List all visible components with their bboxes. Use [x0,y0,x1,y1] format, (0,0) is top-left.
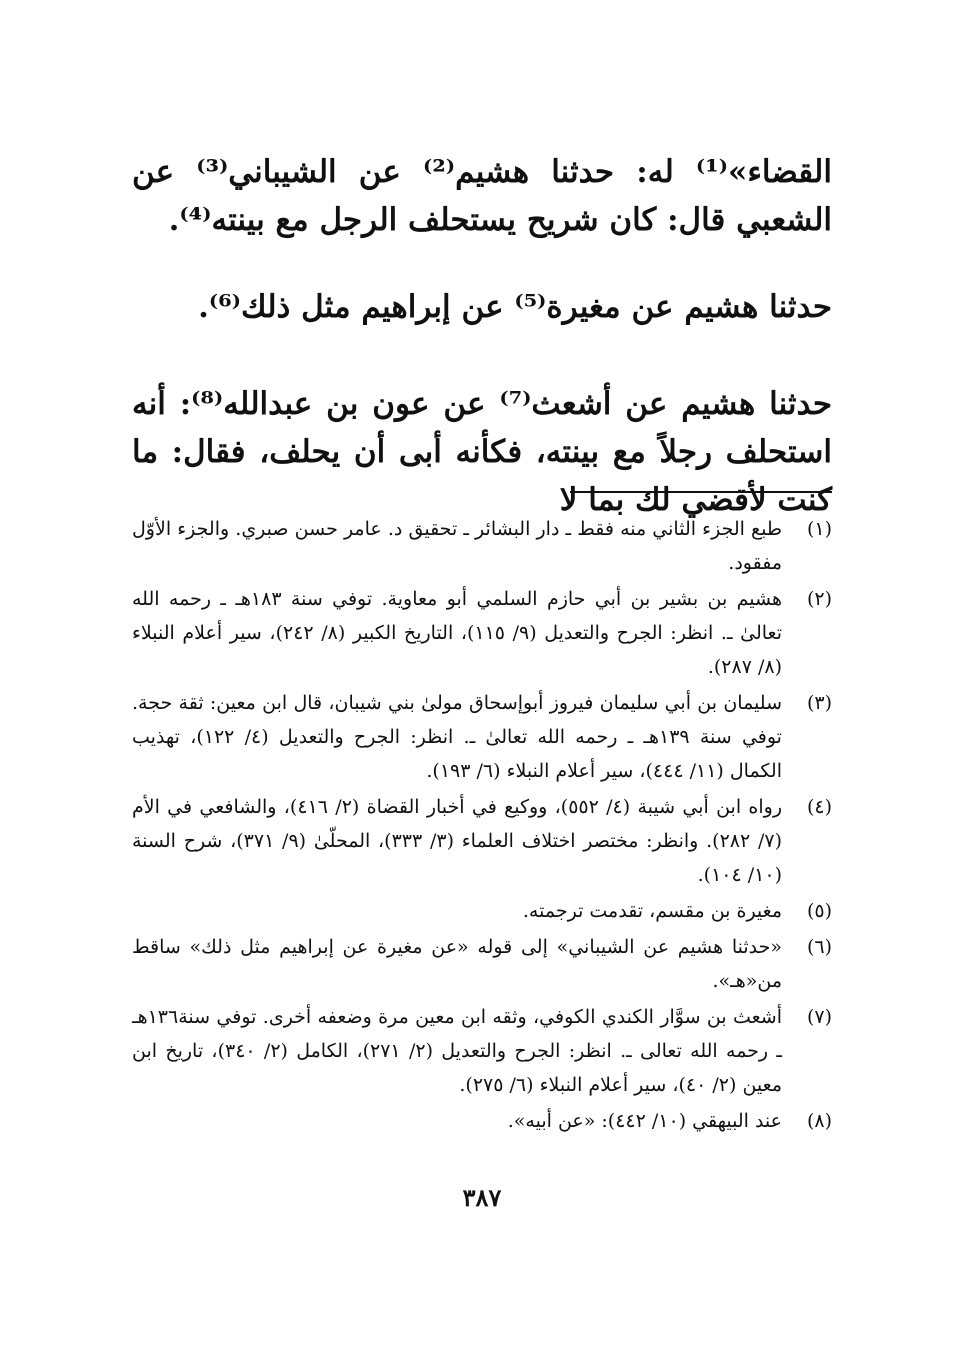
footnote-text: مغيرة بن مقسم، تقدمت ترجمته. [522,900,782,922]
footnote-5 [132,894,832,928]
footnote-6 [132,930,832,998]
footnote-number: (٦) [806,936,832,958]
footnotes-section [132,512,832,1140]
footnote-number: (٢) [806,588,832,610]
footnote-divider [570,491,832,493]
footnote-3 [132,686,832,788]
footnote-text: «حدثنا هشيم عن الشيباني» إلى قوله «عن مغيرة عن إبراهيم مثل ذلك» ساقط من«هـ». [132,936,782,992]
footnote-8 [132,1104,832,1138]
footnote-number: (٤) [806,796,832,818]
main-paragraph-2: حدثنا هشيم عن مغيرة⁽⁵⁾ عن إبراهيم مثل ذلك⁽⁶⁾. [198,289,832,325]
footnote-1 [132,512,832,580]
footnote-text: سليمان بن أبي سليمان فيروز أبوإسحاق مولىٰ بني شيبان، قال ابن معين: ثقة حجة. توفي سنة ١٣٩هـ ـ رحمه الله تعالىٰ ـ. انظر: الجرح والتعديل (٤/ ١٢٢)، تهذيب الكمال (١١/ ٤٤٤)، سير أعلام النبلاء (٦/ ١٩٣). [132,692,782,782]
main-paragraph-3: حدثنا هشيم عن أشعث⁽⁷⁾ عن عون بن عبدالله⁽⁸⁾: أنه استحلف رجلاً مع بينته، فكأنه أبى أن يحلف، فقال: ما كنت لأقضي لك بما لا [132,386,832,518]
footnote-7 [132,1000,832,1102]
footnote-number: (٨) [806,1110,832,1132]
footnote-text: طبع الجزء الثاني منه فقط ـ دار البشائر ـ تحقيق د. عامر حسن صبري. والجزء الأوّل مفقود. [132,518,782,574]
footnote-number: (١) [806,518,832,540]
page-number: ٣٨٧ [462,1183,502,1212]
footnote-text: هشيم بن بشير بن أبي حازم السلمي أبو معاوية. توفي سنة ١٨٣هـ ـ رحمه الله تعالىٰ ـ. انظر: الجرح والتعديل (٩/ ١١٥)، التاريخ الكبير (٨/ ٢٤٢)، سير أعلام النبلاء (٨/ ٢٨٧). [132,588,782,678]
footnote-number: (٧) [806,1006,832,1028]
footnote-text: رواه ابن أبي شيبة (٤/ ٥٥٢)، ووكيع في أخبار القضاة (٢/ ٤١٦)، والشافعي في الأم (٧/ ٢٨٢). وانظر: مختصر اختلاف العلماء (٣/ ٣٣٣)، المحلّىٰ (٩/ ٣٧١)، شرح السنة (١٠/ ١٠٤). [132,796,783,886]
footnote-text: عند البيهقي (١٠/ ٤٤٢): «عن أبيه». [507,1110,782,1132]
footnote-4 [132,790,832,892]
footnote-number: (٥) [806,900,832,922]
footnote-text: أشعث بن سوَّار الكندي الكوفي، وثقه ابن معين مرة وضعفه أخرى. توفي سنة١٣٦هـ ـ رحمه الله تعالى ـ. انظر: الجرح والتعديل (٢/ ٢٧١)، الكامل (٢/ ٣٤٠)، تاريخ ابن معين (٢/ ٤٠)، سير أعلام النبلاء (٦/ ٢٧٥). [132,1006,782,1096]
footnote-2 [132,582,832,684]
main-paragraph-1: القضاء»⁽¹⁾ له: حدثنا هشيم⁽²⁾ عن الشيباني⁽³⁾ عن الشعبي قال: كان شريح يستحلف الرجل مع بينته⁽⁴⁾. [132,154,832,238]
footnote-number: (٣) [806,692,832,714]
